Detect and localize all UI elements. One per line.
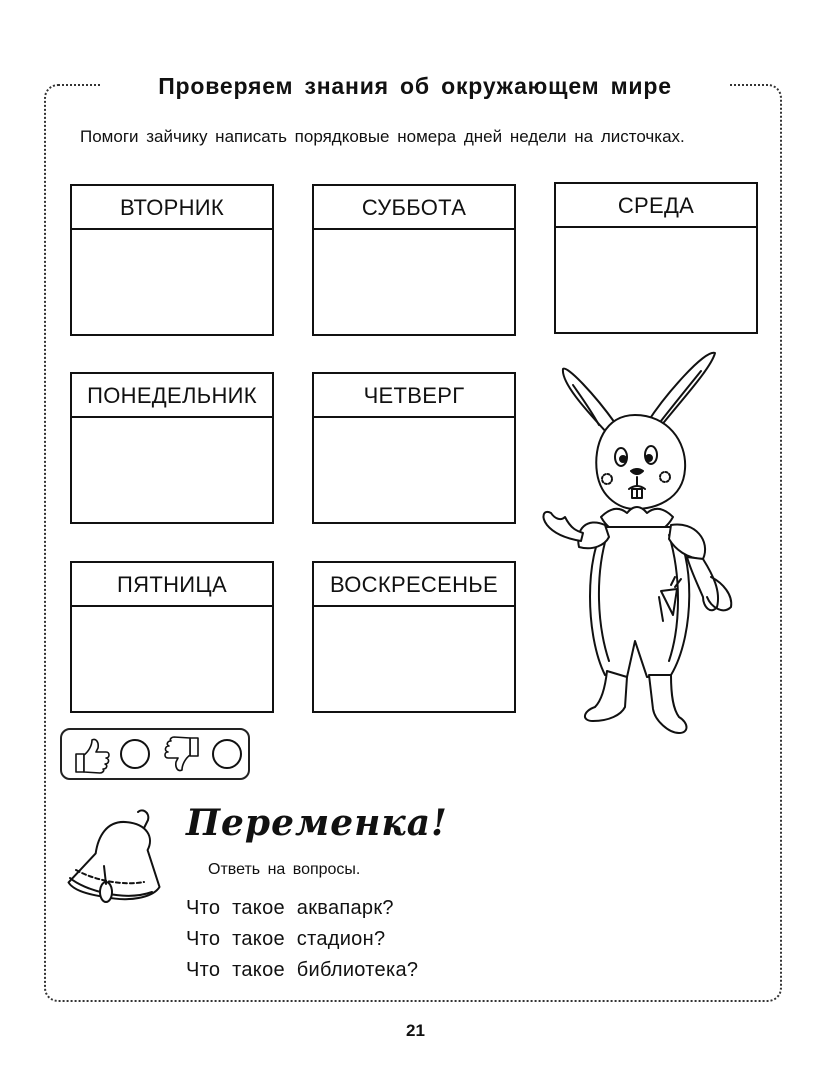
day-card-monday [70, 372, 274, 524]
rating-circle-positive[interactable] [120, 739, 150, 769]
break-heading: Переменка! [186, 802, 448, 844]
day-card-answer-area[interactable] [72, 418, 272, 522]
day-card-answer-area[interactable] [314, 230, 514, 334]
rabbit-illustration-icon [535, 345, 735, 745]
page-number: 21 [406, 1021, 425, 1040]
rating-circle-negative[interactable] [212, 739, 242, 769]
self-evaluation-panel [60, 728, 250, 780]
break-prompt: Ответь на вопросы. [208, 861, 361, 878]
day-card-thursday [312, 372, 516, 524]
thumbs-down-icon [162, 736, 204, 774]
day-card-answer-area[interactable] [556, 228, 756, 332]
day-card-label: ЧЕТВЕРГ [314, 374, 514, 418]
thumbs-up-icon [70, 736, 112, 774]
page-title: Проверяем знания об окружающем мире [100, 66, 730, 106]
day-card-label: ПОНЕДЕЛЬНИК [72, 374, 272, 418]
day-card-tuesday [70, 184, 274, 336]
day-card-label: ПЯТНИЦА [72, 563, 272, 607]
task-instruction: Помоги зайчику написать порядковые номера дней недели на листочках. [80, 127, 685, 146]
day-card-wednesday [554, 182, 758, 334]
day-card-answer-area[interactable] [72, 230, 272, 334]
day-card-answer-area[interactable] [314, 607, 514, 711]
day-card-label: ВОСКРЕСЕНЬЕ [314, 563, 514, 607]
bell-icon [60, 806, 164, 916]
day-card-label: СУББОТА [314, 186, 514, 230]
question-item: Что такое библиотека? [186, 959, 419, 981]
day-card-label: ВТОРНИК [72, 186, 272, 230]
day-card-answer-area[interactable] [314, 418, 514, 522]
day-card-friday [70, 561, 274, 713]
day-card-answer-area[interactable] [72, 607, 272, 711]
question-item: Что такое стадион? [186, 928, 386, 950]
question-item: Что такое аквапарк? [186, 897, 394, 919]
day-card-saturday [312, 184, 516, 336]
day-card-sunday [312, 561, 516, 713]
day-card-label: СРЕДА [556, 184, 756, 228]
